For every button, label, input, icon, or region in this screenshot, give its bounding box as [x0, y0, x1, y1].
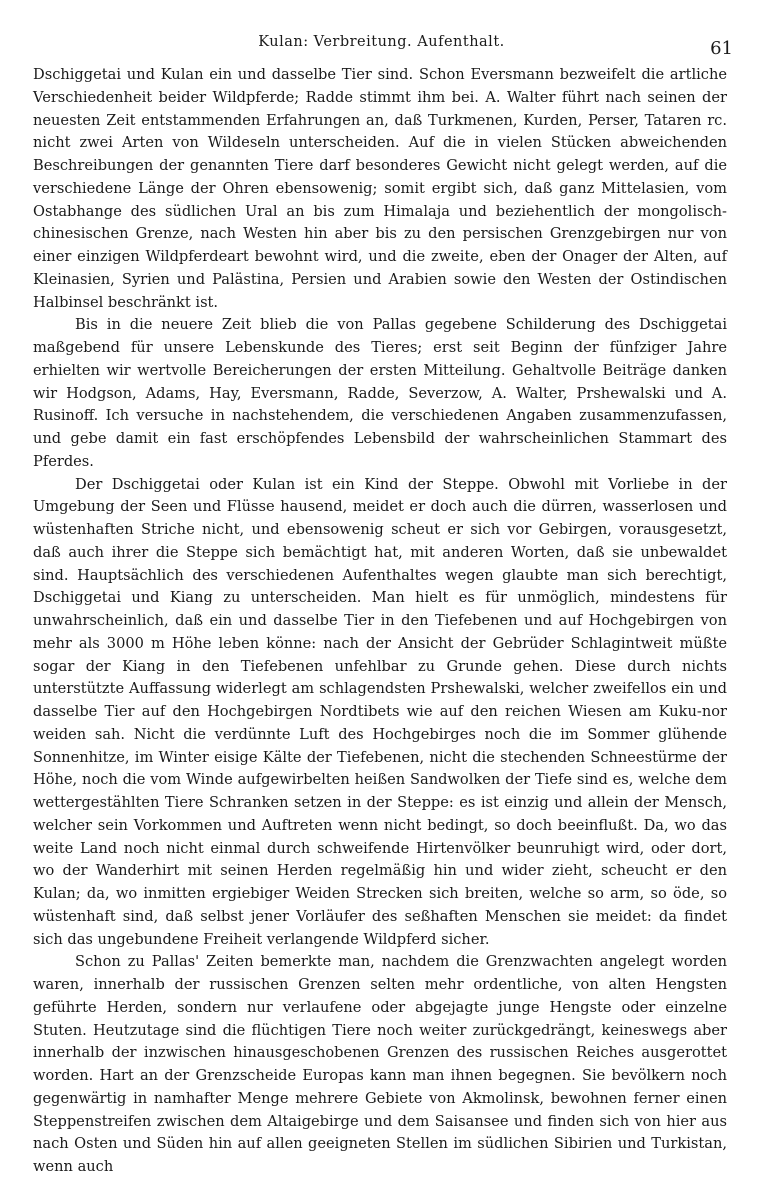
body-text — [33, 64, 727, 1179]
paragraph-2: Bis in die neuere Zeit blieb die von Pallas gegebene Schilderung des Dschiggetai maßgebend für unsere Lebenskunde des Tieres; erst seit Beginn der fünfziger Jahre erhielten wir wertvolle Bereicherungen der ersten Mitteilung. Gehaltvolle Beiträge danken wir Hodgson, Adams, Hay, Eversmann, Radde, Severzow, A. Walter, Prshewalski und A. Rusinoff. Ich versuche in nachstehendem, die verschiedenen Angaben zusammenzufassen, und gebe damit ein fast erschöpfendes Lebensbild der wahrscheinlichen Stammart des Pferdes. — [33, 316, 727, 470]
paragraph-1: Dschiggetai und Kulan ein und dasselbe Tier sind. Schon Eversmann bezweifelt die artliche Verschiedenheit beider Wildpferde; Radde stimmt ihm bei. A. Walter führt nach seinen der neuesten Zeit entstammenden Erfahrungen an, daß Turkmenen, Kurden, Perser, Tataren rc. nicht zwei Arten von Wildeseln unterscheiden. Auf die in vielen Stücken abweichenden Beschreibungen der genannten Tiere darf besonderes Gewicht nicht gelegt werden, auf die verschiedene Länge der Ohren ebensowenig; somit ergibt sich, daß ganz Mittelasien, vom Ostabhange des südlichen Ural an bis zum Himalaja und beziehentlich der mongolisch-chinesischen Grenze, nach Westen hin aber bis zu den persischen Grenzgebirgen nur von einer einzigen Wildpferdeart bewohnt wird, und die zweite, eben der Onager der Alten, auf Kleinasien, Syrien und Palästina, Persien und Arabien sowie den Westen der Ostindischen Halbinsel beschränkt ist. — [33, 66, 727, 311]
paragraph-3: Der Dschiggetai oder Kulan ist ein Kind der Steppe. Obwohl mit Vorliebe in der Umgebung der Seen und Flüsse hausend, meidet er doch auch die dürren, wasserlosen und wüstenhaften Striche nicht, und ebensowenig scheut er sich vor Gebirgen, vorausgesetzt, daß auch ihrer die Steppe sich bemächtigt hat, mit anderen Worten, daß sie unbewaldet sind. Hauptsächlich des verschiedenen Aufenthaltes wegen glaubte man sich berechtigt, Dschiggetai und Kiang zu unterscheiden. Man hielt es für unmöglich, mindestens für unwahrscheinlich, daß ein und dasselbe Tier in den Tiefebenen und auf Hochgebirgen von mehr als 3000 m Höhe leben könne: nach der Ansicht der Gebrüder Schlagintweit müßte sogar der Kiang in den Tiefebenen unfehlbar zu Grunde gehen. Diese durch nichts unterstützte Auffassung widerlegt am schlagendsten Prshewalski, welcher zweifellos ein und dasselbe Tier auf den Hochgebirgen Nordtibets wie auf den reichen Wiesen am Kuku-nor weiden sah. Nicht die verdünnte Luft des Hochgebirges noch die im Sommer glühende Sonnenhitze, im Winter eisige Kälte der Tiefebenen, nicht die stechenden Schneestürme der Höhe, noch die vom Winde aufgewirbelten heißen Sandwolken der Tiefe sind es, welche dem wettergestählten Tiere Schranken setzen in der Steppe: es ist einzig und allein der Mensch, welcher sein Vorkommen und Auftreten wenn nicht bedingt, so doch beeinflußt. Da, wo das weite Land noch nicht einmal durch schweifende Hirtenvölker beunruhigt wird, oder dort, wo der Wanderhirt mit seinen Herden regelmäßig hin und wider zieht, scheucht er den Kulan; da, wo inmitten ergiebiger Weiden Strecken sich breiten, welche so arm, so öde, so wüstenhaft sind, daß selbst jener Vorläufer des seßhaften Menschen sie meidet: da findet sich das ungebundene Freiheit verlangende Wildpferd sicher. — [33, 475, 727, 948]
paragraph-4: Schon zu Pallas' Zeiten bemerkte man, nachdem die Grenzwachten angelegt worden waren, innerhalb der russischen Grenzen selten mehr ordentliche, von alten Hengsten geführte Herden, sondern nur verlaufene oder abgejagte junge Hengste oder einzelne Stuten. Heutzutage sind die flüchtigen Tiere noch weiter zurückgedrängt, keineswegs aber innerhalb der inzwischen hinausgeschobenen Grenzen des russischen Reiches ausgerottet worden. Hart an der Grenzscheide Europas kann man ihnen begegnen. Sie bevölkern noch gegenwärtig in namhafter Menge mehrere Gebiete von Akmolinsk, bewohnen ferner einen Steppenstreifen zwischen dem Altaigebirge und dem Saisansee und finden sich von hier aus nach Osten und Süden hin auf allen geeigneten Stellen im südlichen Sibirien und Turkistan, wenn auch — [33, 953, 727, 1175]
running-head: Kulan: Verbreitung. Aufenthalt. — [258, 34, 505, 50]
page-number: 61 — [710, 38, 733, 59]
